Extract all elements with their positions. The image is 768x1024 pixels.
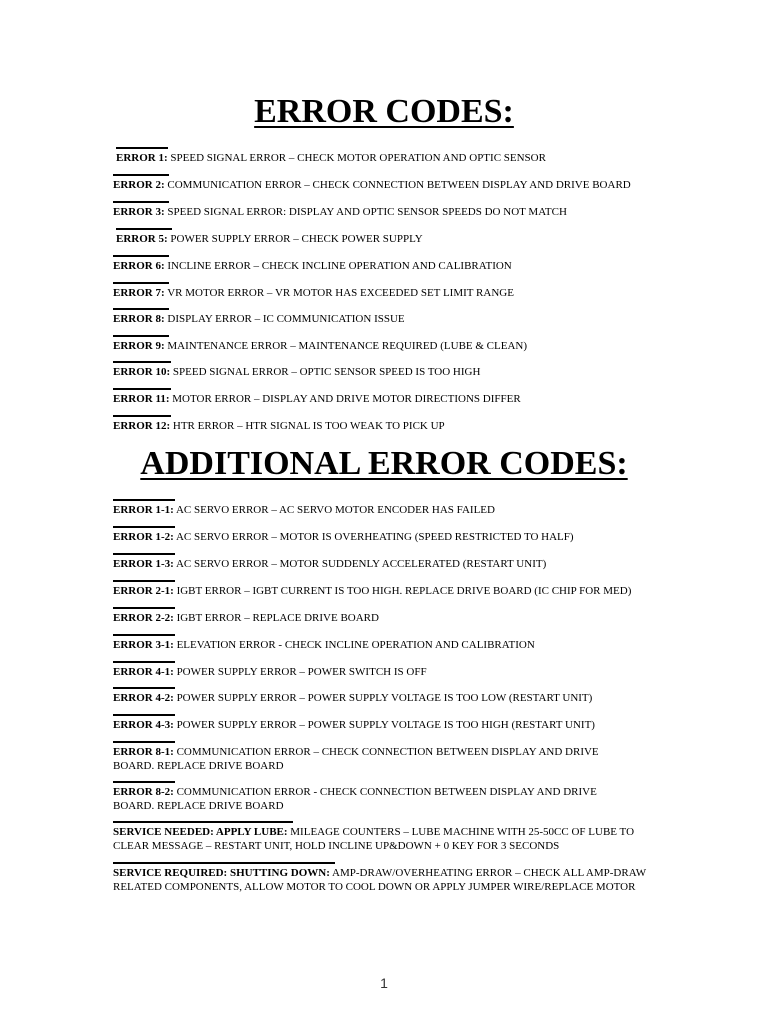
divider-rule	[113, 174, 169, 176]
error-code: ERROR 4-3:	[113, 719, 174, 731]
error-code: ERROR 1-1:	[113, 504, 174, 516]
error-code: ERROR 8-1:	[113, 746, 174, 758]
error-description: AC SERVO ERROR – AC SERVO MOTOR ENCODER HAS FAILED	[173, 504, 495, 516]
divider-rule	[113, 714, 175, 716]
error-description: VR MOTOR ERROR – VR MOTOR HAS EXCEEDED SET LIMIT RANGE	[164, 287, 514, 299]
error-entry	[113, 719, 653, 733]
error-entry	[113, 420, 653, 434]
error-description: POWER SUPPLY ERROR – POWER SUPPLY VOLTAGE IS TOO LOW (RESTART UNIT)	[173, 692, 593, 704]
error-code: ERROR 4-2:	[113, 692, 174, 704]
error-entry	[113, 340, 653, 354]
error-description: INCLINE ERROR – CHECK INCLINE OPERATION AND CALIBRATION	[164, 260, 512, 272]
error-code: ERROR 12:	[113, 420, 171, 432]
divider-rule	[113, 781, 175, 783]
error-description: SPEED SIGNAL ERROR – CHECK MOTOR OPERATION AND OPTIC SENSOR	[167, 152, 546, 164]
divider-rule	[113, 661, 175, 663]
divider-rule	[113, 335, 169, 337]
error-code: ERROR 3:	[113, 206, 165, 218]
divider-rule	[113, 821, 293, 823]
divider-rule	[113, 607, 175, 609]
error-entry	[116, 233, 656, 247]
error-entry	[113, 287, 653, 301]
error-description: IGBT ERROR – IGBT CURRENT IS TOO HIGH. REPLACE DRIVE BOARD (IC CHIP FOR MED)	[173, 585, 632, 597]
error-code: ERROR 9:	[113, 340, 165, 352]
error-code: ERROR 1-2:	[113, 531, 174, 543]
main-heading-text: ERROR CODES:	[254, 93, 514, 130]
error-description: COMMUNICATION ERROR – CHECK CONNECTION BETWEEN DISPLAY AND DRIVE BOARD	[164, 179, 631, 191]
service-description: MILEAGE COUNTERS – LUBE MACHINE WITH 25-50CC OF LUBE TO CLEAR MESSAGE – RESTART UNIT, HOLD INCLINE UP&DOWN + 0 KEY FOR 3 SECONDS	[113, 826, 635, 852]
divider-rule	[113, 282, 169, 284]
additional-heading-text: ADDITIONAL ERROR CODES:	[140, 445, 628, 482]
error-description: AC SERVO ERROR – MOTOR IS OVERHEATING (SPEED RESTRICTED TO HALF)	[173, 531, 574, 543]
service-code: SERVICE REQUIRED: SHUTTING DOWN:	[113, 867, 330, 879]
divider-rule	[113, 526, 175, 528]
error-entry	[113, 366, 653, 380]
error-description: SPEED SIGNAL ERROR: DISPLAY AND OPTIC SENSOR SPEEDS DO NOT MATCH	[164, 206, 567, 218]
divider-rule	[113, 580, 175, 582]
divider-rule	[113, 415, 171, 417]
error-code: ERROR 4-1:	[113, 666, 174, 678]
error-entry	[113, 666, 653, 680]
error-entry	[113, 531, 653, 545]
service-entry	[113, 826, 638, 853]
error-description: AC SERVO ERROR – MOTOR SUDDENLY ACCELERATED (RESTART UNIT)	[173, 558, 547, 570]
error-entry	[113, 639, 653, 653]
error-entry	[113, 393, 653, 407]
error-code: ERROR 6:	[113, 260, 165, 272]
error-code: ERROR 2:	[113, 179, 165, 191]
error-entry	[113, 179, 653, 193]
error-description: SPEED SIGNAL ERROR – OPTIC SENSOR SPEED IS TOO HIGH	[170, 366, 481, 378]
service-entry	[113, 867, 653, 894]
divider-rule	[113, 553, 175, 555]
divider-rule	[113, 634, 175, 636]
error-code: ERROR 2-1:	[113, 585, 174, 597]
error-code: ERROR 5:	[116, 233, 168, 245]
error-entry	[113, 313, 653, 327]
error-code: ERROR 3-1:	[113, 639, 174, 651]
error-code: ERROR 7:	[113, 287, 165, 299]
error-description: IGBT ERROR – REPLACE DRIVE BOARD	[173, 612, 379, 624]
error-entry	[113, 504, 653, 518]
error-entry	[113, 786, 623, 813]
error-code: ERROR 8:	[113, 313, 165, 325]
error-entry	[113, 260, 653, 274]
error-entry	[113, 612, 653, 626]
divider-rule	[116, 228, 172, 230]
divider-rule	[113, 862, 335, 864]
error-code: ERROR 11:	[113, 393, 170, 405]
divider-rule	[113, 499, 175, 501]
error-description: ELEVATION ERROR - CHECK INCLINE OPERATION AND CALIBRATION	[173, 639, 535, 651]
divider-rule	[113, 687, 175, 689]
divider-rule	[113, 201, 169, 203]
error-entry	[113, 585, 673, 599]
divider-rule	[113, 741, 175, 743]
error-code: ERROR 2-2:	[113, 612, 174, 624]
divider-rule	[113, 308, 169, 310]
main-heading	[0, 92, 768, 132]
error-entry	[113, 746, 623, 773]
additional-heading	[0, 444, 768, 484]
divider-rule	[113, 388, 171, 390]
service-description: AMP-DRAW/OVERHEATING ERROR – CHECK ALL AMP-DRAW RELATED COMPONENTS, ALLOW MOTOR TO COOL DOWN OR APPLY JUMPER WIRE/REPLACE MOTOR	[113, 867, 646, 893]
error-description: COMMUNICATION ERROR - CHECK CONNECTION BETWEEN DISPLAY AND DRIVE BOARD. REPLACE DRIVE BOARD	[113, 786, 597, 812]
error-description: POWER SUPPLY ERROR – POWER SWITCH IS OFF	[173, 666, 427, 678]
error-description: HTR ERROR – HTR SIGNAL IS TOO WEAK TO PICK UP	[170, 420, 445, 432]
error-entry	[113, 558, 653, 572]
page-number: 1	[380, 975, 388, 991]
error-description: POWER SUPPLY ERROR – POWER SUPPLY VOLTAGE IS TOO HIGH (RESTART UNIT)	[173, 719, 595, 731]
error-code: ERROR 1:	[116, 152, 168, 164]
error-entry	[116, 152, 656, 166]
service-code: SERVICE NEEDED: APPLY LUBE:	[113, 826, 288, 838]
error-description: COMMUNICATION ERROR – CHECK CONNECTION BETWEEN DISPLAY AND DRIVE BOARD. REPLACE DRIVE BOARD	[113, 746, 599, 772]
error-description: DISPLAY ERROR – IC COMMUNICATION ISSUE	[164, 313, 405, 325]
error-code: ERROR 1-3:	[113, 558, 174, 570]
error-entry	[113, 206, 653, 220]
error-code: ERROR 8-2:	[113, 786, 174, 798]
error-description: POWER SUPPLY ERROR – CHECK POWER SUPPLY	[167, 233, 423, 245]
error-description: MOTOR ERROR – DISPLAY AND DRIVE MOTOR DIRECTIONS DIFFER	[169, 393, 521, 405]
error-description: MAINTENANCE ERROR – MAINTENANCE REQUIRED (LUBE & CLEAN)	[164, 340, 528, 352]
divider-rule	[116, 147, 168, 149]
error-code: ERROR 10:	[113, 366, 171, 378]
divider-rule	[113, 361, 171, 363]
divider-rule	[113, 255, 169, 257]
error-entry	[113, 692, 653, 706]
